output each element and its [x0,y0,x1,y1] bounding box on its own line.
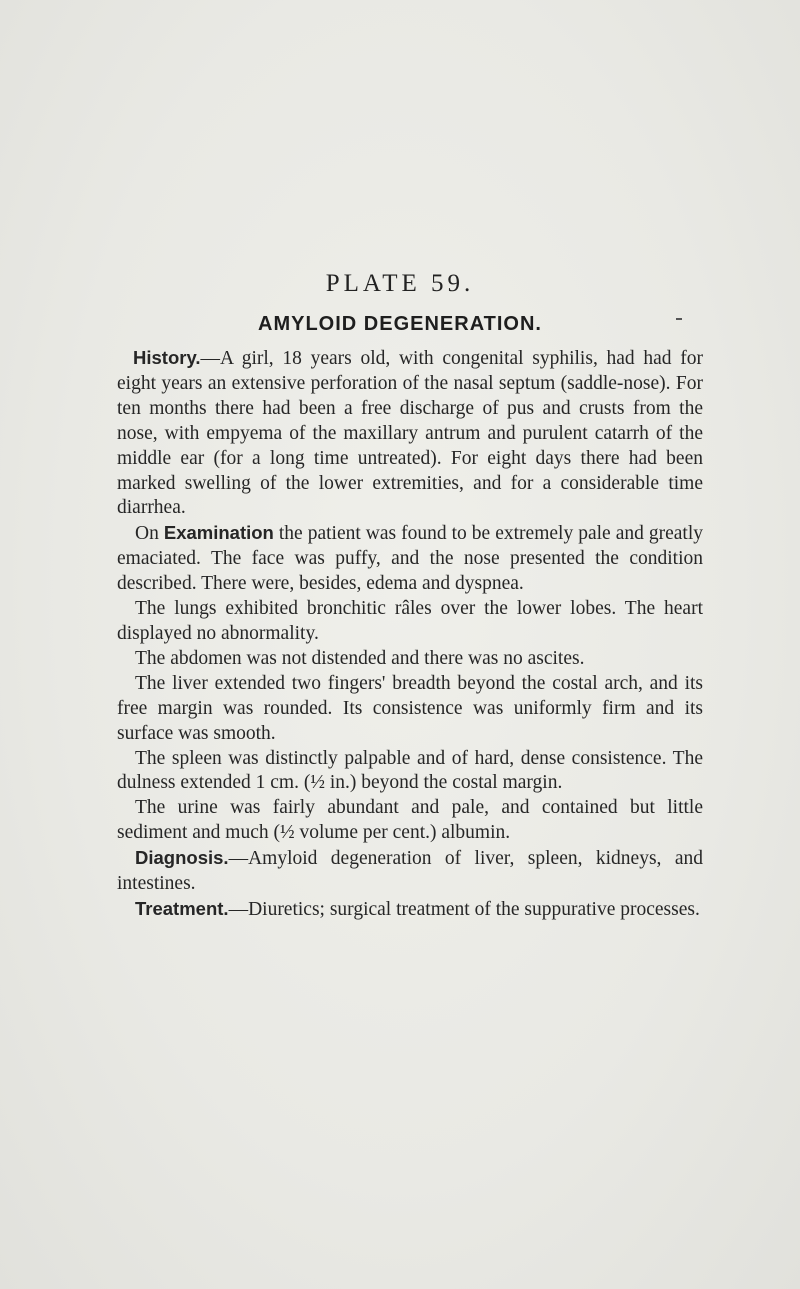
paragraph-diagnosis [117,846,703,897]
paragraph-lungs: The lungs exhibited bronchitic râles over the lower lobes. The heart displayed no abnormality. [117,598,703,644]
paragraph-liver: The liver extended two fingers' breadth beyond the costal arch, and its free margin was rounded. Its consistence was uniformly firm and its surface was smooth. [117,672,703,744]
paragraph-examination [117,521,703,597]
paragraph-urine: The urine was fairly abundant and pale, and contained but little sediment and much (½ volume per cent.) albumin. [117,797,703,844]
plate-title: PLATE 59. [325,270,475,297]
paragraph-treatment [117,897,703,923]
treatment-heading: Treatment. [135,897,229,919]
examination-text: the patient was found to be extremely pale and greatly emaciated. The face was puffy, and the nose presented the condition described. There were, besides, edema and dyspnea. [117,523,703,595]
treatment-text: —Diuretics; surgical treatment of the suppurative processes. [228,898,700,920]
paragraph-abdomen: The abdomen was not distended and there was no ascites. [135,647,585,669]
history-text: —A girl, 18 years old, with congenital syphilis, had had for eight years an extensive perforation of the nasal septum (saddle-nose). For ten months there had been a free discharge of pus and crusts from the nose, with empyema of the maxillary antrum and purulent catarrh of the middle ear (for a long time untreated). For eight days there had been marked swelling of the lower extremities, and for a considerable time diarrhea. [117,348,703,519]
paragraph-history [117,346,703,521]
history-heading: History. [133,347,201,368]
examination-heading: Examination [163,522,274,544]
case-body-text [117,346,703,923]
section-title: AMYLOID DEGENERATION. [258,313,542,335]
stray-ink-mark [676,318,682,320]
paragraph-spleen: The spleen was distinctly palpable and of hard, dense consistence. The dulness extended 1 cm. (½ in.) beyond the costal margin. [117,747,703,794]
examination-prefix: On [135,523,164,545]
diagnosis-text: —Amyloid degeneration of liver, spleen, kidneys, and intestines. [117,848,703,895]
diagnosis-heading: Diagnosis. [135,847,229,869]
